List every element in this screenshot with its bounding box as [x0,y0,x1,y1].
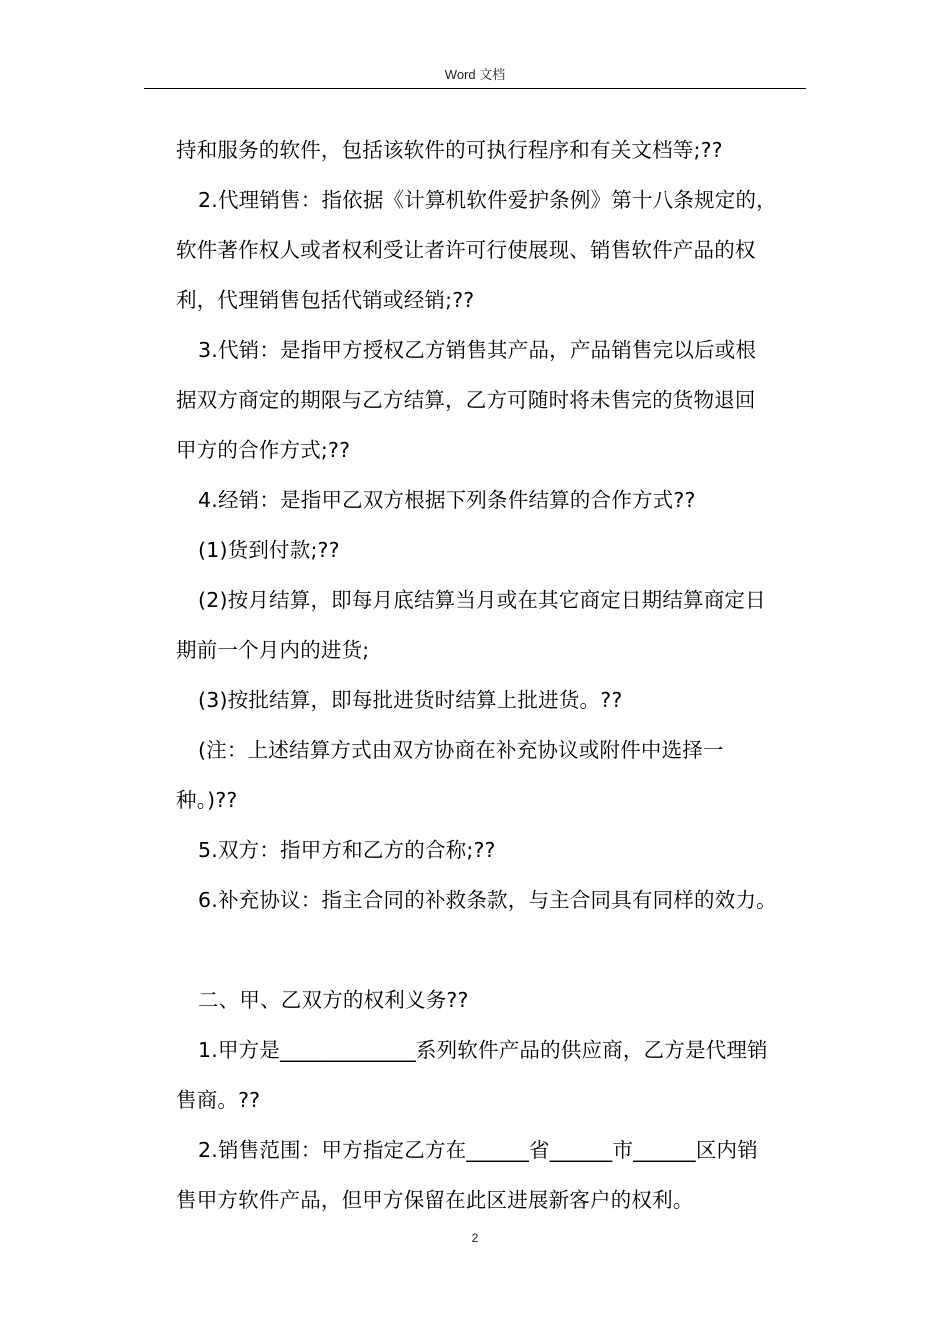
body-line: 期前一个月内的进货; [176,638,370,662]
body-line: 软件著作权人或者权利受让者许可行使展现、销售软件产品的权 [176,238,756,262]
body-line: 2.销售范围：甲方指定乙方在______省______市______区内销 [198,1138,758,1162]
section-heading: 二、甲、乙双方的权利义务?? [198,988,469,1012]
body-line: 持和服务的软件，包括该软件的可执行程序和有关文档等;?? [176,138,723,162]
body-line: 2.代理销售：指依据《计算机软件爱护条例》第十八条规定的， [198,188,777,212]
body-line: 售商。?? [176,1088,261,1112]
body-line: 6.补充协议：指主合同的补救条款，与主合同具有同样的效力。 [198,888,777,912]
page-number: 2 [471,1231,479,1245]
body-line: (2)按月结算，即每月底结算当月或在其它商定日期结算商定日 [198,588,766,612]
body-line: 据双方商定的期限与乙方结算，乙方可随时将未售完的货物退回 [176,388,756,412]
body-line: 甲方的合作方式;?? [176,438,351,462]
body-line: (注：上述结算方式由双方协商在补充协议或附件中选择一 [198,738,724,762]
body-line: 1.甲方是_____________系列软件产品的供应商，乙方是代理销 [198,1038,768,1062]
document-header-title: Word 文档 [444,67,506,82]
body-line: 3.代销：是指甲方授权乙方销售其产品，产品销售完以后或根 [198,338,757,362]
body-line: 种。)?? [176,788,238,812]
body-line: 4.经销：是指甲乙双方根据下列条件结算的合作方式?? [198,488,696,512]
body-line: (1)货到付款;?? [198,538,340,562]
body-line: 利，代理销售包括代销或经销;?? [176,288,475,312]
body-line: 5.双方：指甲方和乙方的合称;?? [198,838,496,862]
body-line: 售甲方软件产品，但甲方保留在此区进展新客户的权利。 [176,1188,694,1212]
body-line: (3)按批结算，即每批进货时结算上批进货。?? [198,688,623,712]
